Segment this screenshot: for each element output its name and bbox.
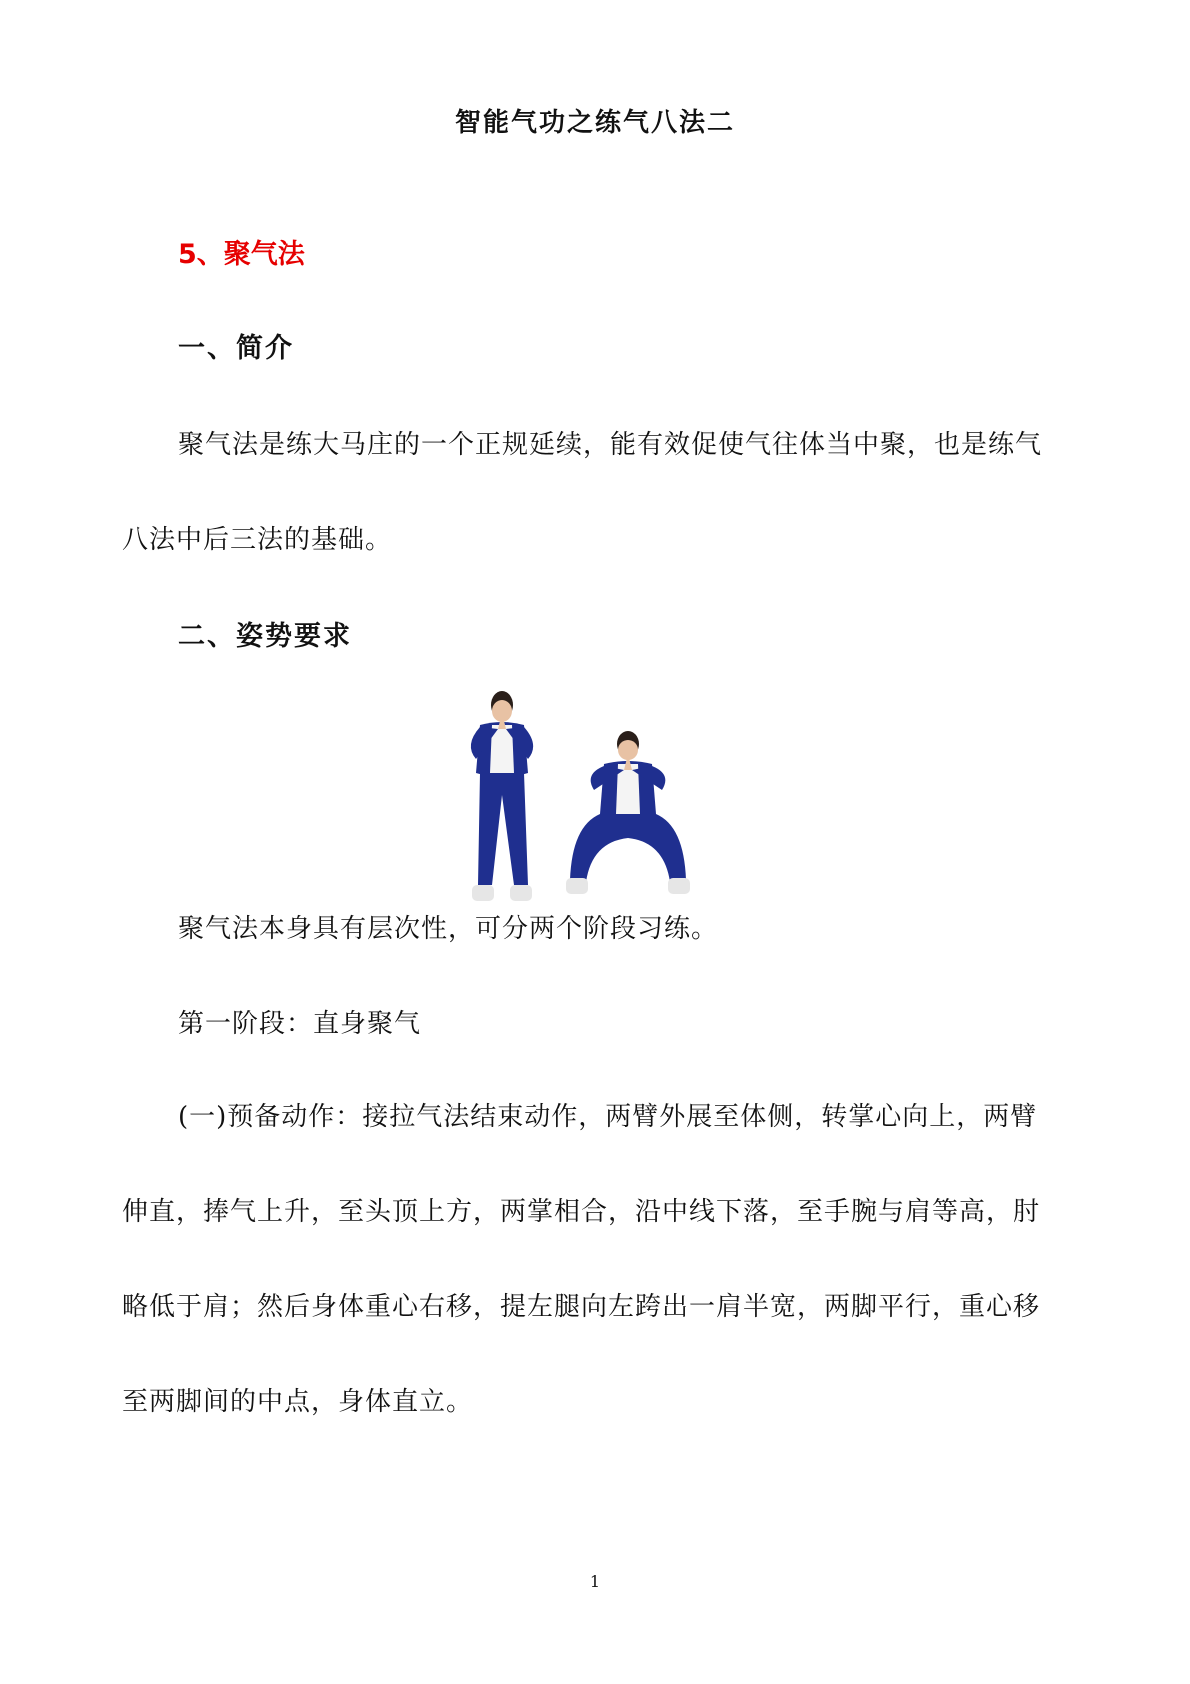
posture-illustration [450,685,730,910]
paragraph-line: 聚气法是练大马庄的一个正规延续，能有效促使气往体当中聚，也是练气 [178,430,1043,460]
document-title: 智能气功之练气八法二 [454,108,735,138]
paragraph-line: 八法中后三法的基础。 [122,525,393,555]
paragraph-line: 第一阶段：直身聚气 [178,1009,422,1039]
paragraph-line: 略低于肩；然后身体重心右移，提左腿向左跨出一肩半宽，两脚平行，重心移 [122,1292,1041,1322]
paragraph-line: 伸直，捧气上升，至头顶上方，两掌相合，沿中线下落，至手腕与肩等高，肘 [122,1197,1041,1227]
squatting-figure-icon [566,731,690,894]
section-heading: 5、聚气法 [178,239,305,270]
standing-figure-icon [471,691,533,901]
subsection-heading-posture: 二、姿势要求 [178,621,352,652]
page-number: 1 [589,1572,601,1591]
paragraph-line: 至两脚间的中点，身体直立。 [122,1387,474,1417]
paragraph-line: (一)预备动作：接拉气法结束动作，两臂外展至体侧，转掌心向上，两臂 [178,1102,1038,1132]
paragraph-line: 聚气法本身具有层次性，可分两个阶段习练。 [178,914,719,944]
subsection-heading-intro: 一、简介 [178,333,294,364]
